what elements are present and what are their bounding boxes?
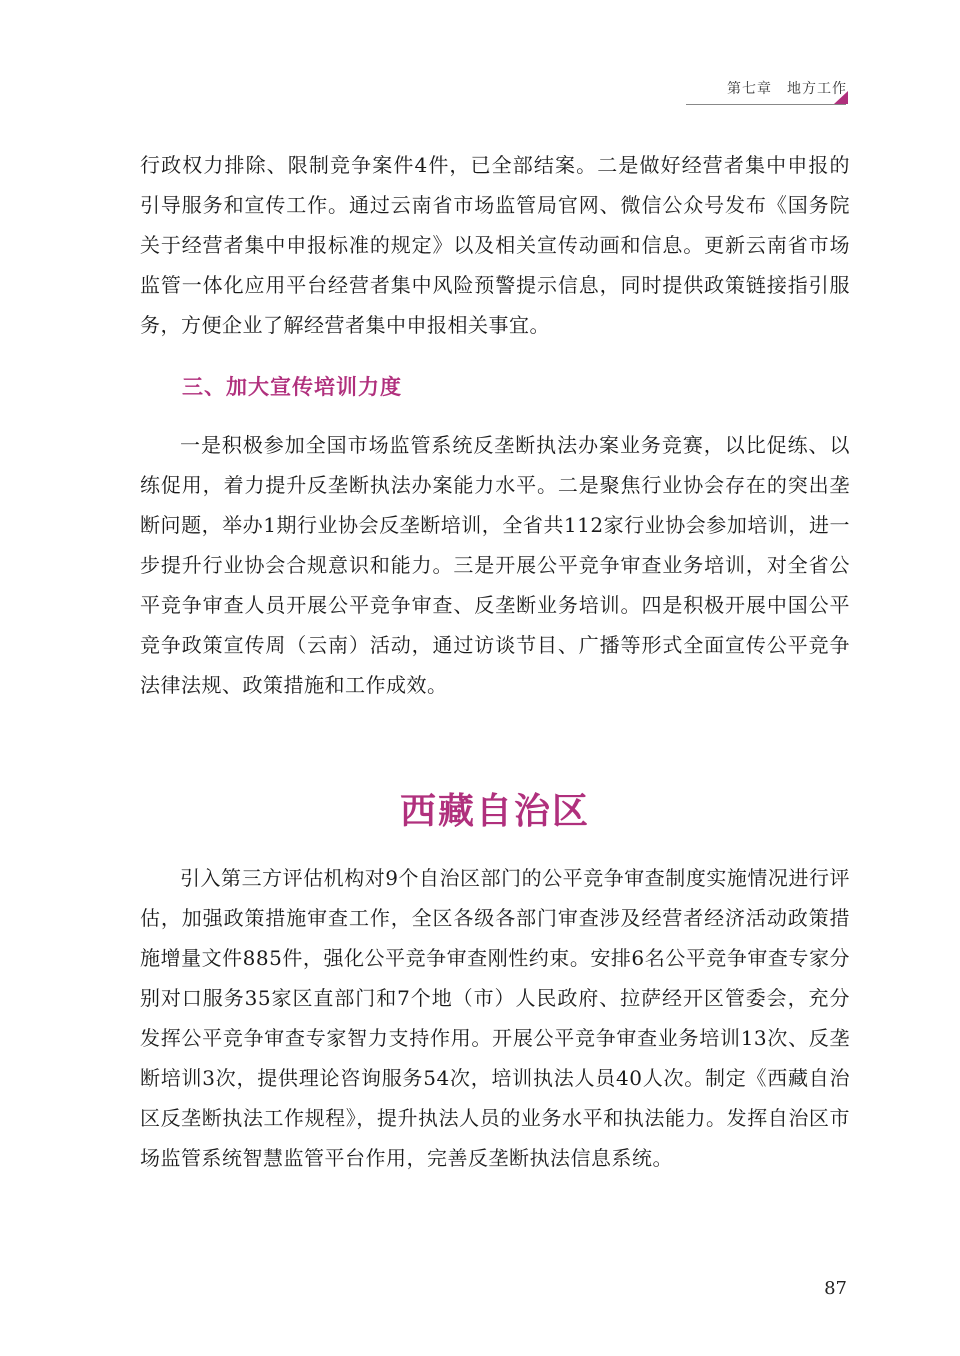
paragraph-training: 一是积极参加全国市场监管系统反垄断执法办案业务竞赛，以比促练、以练促用，着力提升反垄断执法办案能力水平。二是聚焦行业协会存在的突出垄断问题，举办1期行业协会反垄断培训，全省共112家行业协会参加培训，进一步提升行业协会合规意识和能力。三是开展公平竞争审查业务培训，对全省公平竞争审查人员开展公平竞争审查、反垄断业务培训。四是积极开展中国公平竞争政策宣传周（云南）活动，通过访谈节目、广播等形式全面宣传公平竞争法律法规、政策措施和工作成效。 [140, 433, 850, 697]
page-number: 87 [824, 1278, 847, 1299]
paragraph-tibet: 引入第三方评估机构对9个自治区部门的公平竞争审查制度实施情况进行评估，加强政策措施审查工作，全区各级各部门审查涉及经营者经济活动政策措施增量文件885件，强化公平竞争审查刚性约束。安排6名公平竞争审查专家分别对口服务35家区直部门和7个地（市）人民政府、拉萨经开区管委会，充分发挥公平竞争审查专家智力支持作用。开展公平竞争审查业务培训13次、反垄断培训3次，提供理论咨询服务54次，培训执法人员40人次。制定《西藏自治区反垄断执法工作规程》，提升执法人员的业务水平和执法能力。发挥自治区市场监管系统智慧监管平台作用，完善反垄断执法信息系统。 [140, 866, 850, 1170]
header-rule [686, 104, 846, 105]
page-body [140, 145, 850, 1178]
section-title-tibet: 西藏自治区 [399, 791, 590, 832]
header-corner-triangle [834, 91, 848, 104]
subheading-publicity-training: 三、加大宣传培训力度 [182, 374, 402, 399]
running-header-chapter: 第七章 地方工作 [727, 81, 847, 97]
paragraph-continued: 行政权力排除、限制竞争案件4件，已全部结案。二是做好经营者集中申报的引导服务和宣传工作。通过云南省市场监管局官网、微信公众号发布《国务院关于经营者集中申报标准的规定》以及相关宣传动画和信息。更新云南省市场监管一体化应用平台经营者集中风险预警提示信息，同时提供政策链接指引服务，方便企业了解经营者集中申报相关事宜。 [140, 153, 850, 337]
